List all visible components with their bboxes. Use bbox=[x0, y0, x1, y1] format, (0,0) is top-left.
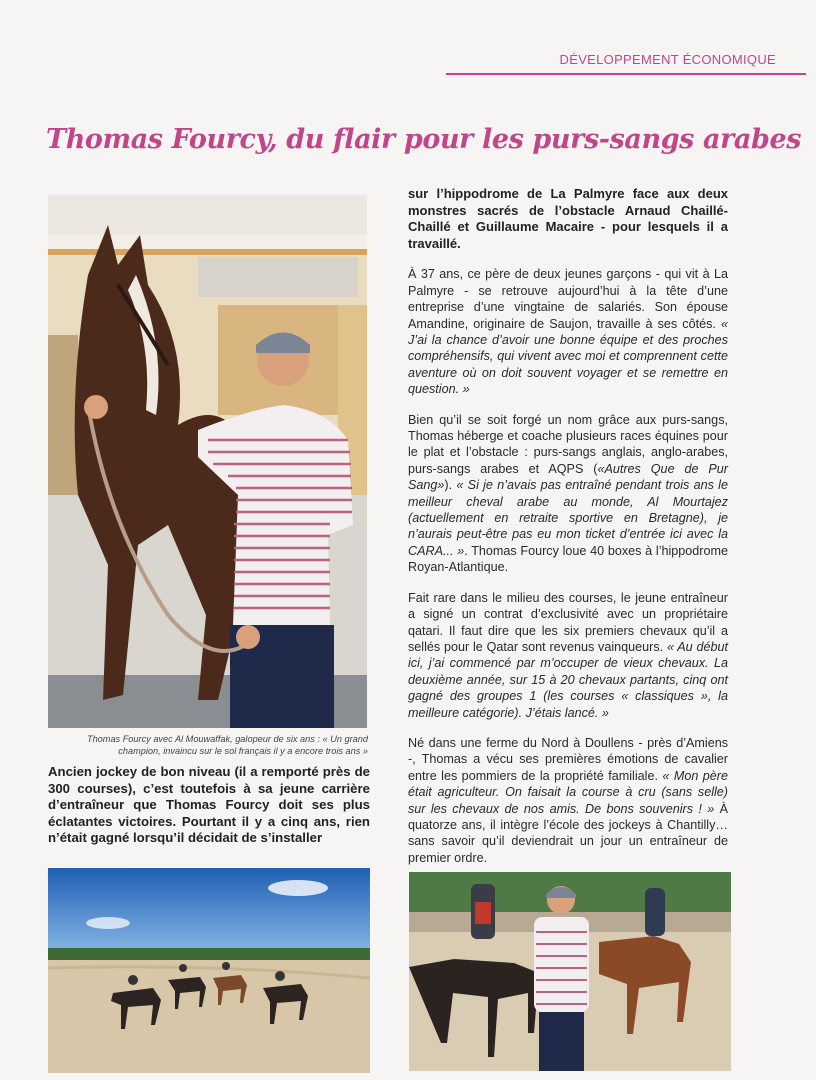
section-rule bbox=[446, 73, 806, 75]
paragraph-2-text-a: Bien qu’il se soit forgé un nom grâce aux purs-sangs, Thomas héberge et coache plusieurs races équines pour le plat et l’obstacle : purs-sangs anglais, anglo-arabes, purs-sangs arabes et AQPS ( bbox=[408, 412, 728, 476]
paragraph-2-aqps: «Autres Que de Pur Sang» bbox=[408, 461, 728, 493]
paragraph-1-text: À 37 ans, ce père de deux jeunes garçons - qui vit à La Palmyre - se retrouve aujourd’hui à la tête d’une entreprise d’une vingtaine de salariés. Son épouse Amandine, originaire de Saujon, travaille à ses côtés. bbox=[408, 267, 728, 331]
lead-continued: sur l’hippodrome de La Palmyre face aux deux monstres sacrés de l’obstacle Arnaud Chaillé-Chaillé et Guillaume Macaire - pour lesquels il a travaillé. bbox=[408, 186, 728, 251]
paragraph-1-quote: « J’ai la chance d’avoir une bonne équipe et des proches compréhensifs, qui vivent avec moi et comprennent cette aventure où on doit souvent voyager et se remettre en question. » bbox=[408, 316, 729, 397]
horses-training-illustration bbox=[48, 868, 370, 1073]
paragraph-4-quote: « Mon père était agriculteur. On faisait la course à cru (sans selle) sur les chevaux de nos amis. De bons souvenirs ! » bbox=[408, 768, 728, 816]
article-body bbox=[408, 186, 728, 880]
trainer-with-horse-illustration bbox=[48, 195, 367, 728]
section-label: DÉVELOPPEMENT ÉCONOMIQUE bbox=[559, 52, 776, 67]
paragraph-3 bbox=[408, 590, 728, 721]
paragraph-1 bbox=[408, 266, 728, 397]
paragraph-4-text-a: Né dans une ferme du Nord à Doullens - près d’Amiens -, Thomas a vécu ses premières émotions de cavalier entre les pommiers de la propriété familiale. bbox=[408, 735, 728, 783]
paragraph-4 bbox=[408, 735, 728, 866]
paragraph-2 bbox=[408, 412, 728, 576]
article-title: Thomas Fourcy, du flair pour les purs-sangs arabes bbox=[46, 124, 802, 155]
photo-caption: Thomas Fourcy avec Al Mouwaffak, galopeur de six ans : « Un grand champion, invaincu sur le sol français il y a encore trois ans » bbox=[86, 734, 368, 756]
main-photo bbox=[48, 195, 367, 728]
paragraph-2-text-c: ). bbox=[444, 478, 457, 493]
paragraph-4-text-b: À quatorze ans, il intègre l’école des jockeys à Chantilly… sans savoir qu’il deviendrait un jour un entraîneur de premier ordre. bbox=[408, 801, 729, 865]
paragraph-2-end: . Thomas Fourcy loue 40 boxes à l’hippodrome Royan-Atlantique. bbox=[408, 543, 729, 575]
trainer-riders-photo bbox=[409, 872, 731, 1071]
training-track-photo bbox=[48, 868, 370, 1073]
paragraph-3-quote: « Au début ici, j’ai commencé par m’occuper de vieux chevaux. La deuxième année, sur 15 à 20 chevaux partants, cinq ont gagné des groupes 1 (les courses « classiques », la meilleure catégorie). J’étais lancé. » bbox=[408, 639, 728, 720]
trainer-riders-illustration bbox=[409, 872, 731, 1071]
paragraph-3-text: Fait rare dans le milieu des courses, le jeune entraîneur a signé un contrat d’exclusivité avec un propriétaire qatari. Il faut dire que les six premiers chevaux qu’il a sellés pour le Qatar sont revenus vainqueurs. bbox=[408, 590, 728, 654]
article-lead: Ancien jockey de bon niveau (il a remporté près de 300 courses), c’est toutefois à sa jeune carrière d’entraîneur que Thomas Fourcy doit ses plus éclatantes victoires. Pourtant il y a cinq ans, rien n’était gagné lorsqu’il décidait de s’installer bbox=[48, 764, 370, 846]
paragraph-2-quote: « Si je n’avais pas entraîné pendant trois ans le meilleur cheval arabe au monde, Al Mourtajez (actuellement en retraite sportive en Bretagne), je n’aurais peut-être pas eu mon ticket d’entrée ici avec la CARA... » bbox=[408, 478, 728, 558]
